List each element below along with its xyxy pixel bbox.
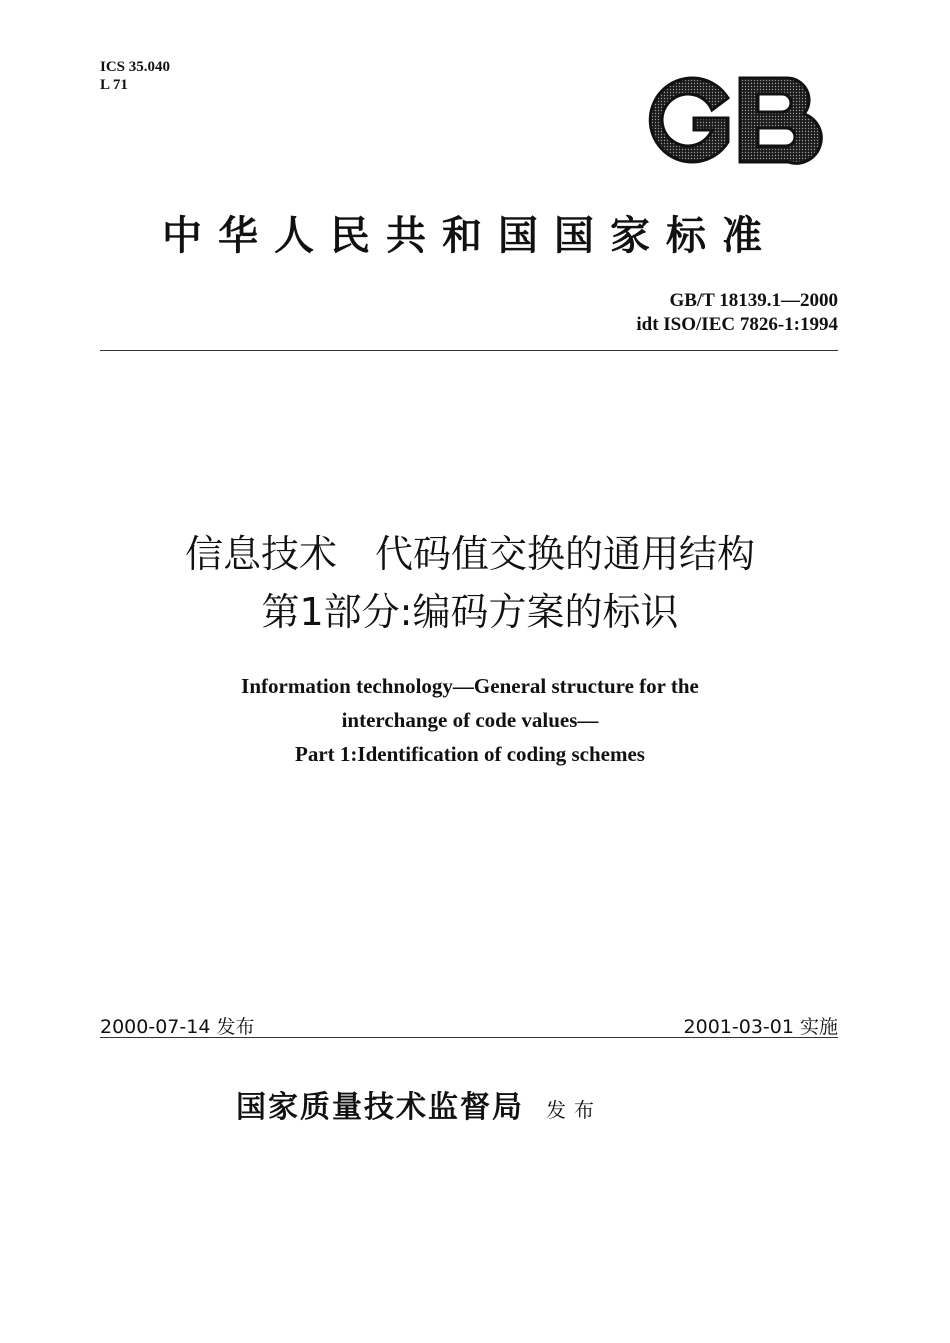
issue-date: 2000-07-14 发布 [100,1016,255,1038]
english-title-line-2: interchange of code values— [341,708,599,732]
standard-number: GB/T 18139.1—2000 [669,290,838,311]
gb-standard-logo-icon [636,70,826,170]
gb-logo-svg [636,70,826,170]
chinese-title-line-1: 信息技术 代码值交换的通用结构 [184,532,755,576]
national-standard-title: 中华人民共和国国家标准 [162,213,778,259]
publisher [236,1082,602,1126]
english-title-line-1: Information technology—General structure for the [241,674,699,698]
classification-codes [100,58,170,94]
implementation-date: 2001-03-01 实施 [683,1016,838,1038]
ics-code: ICS 35.040 [100,59,171,75]
iso-equivalence: idt ISO/IEC 7826-1:1994 [636,314,838,335]
header-divider [100,350,838,351]
footer-divider [100,1037,838,1038]
publisher-action: 发布 [546,1098,602,1122]
publisher-name: 国家质量技术监督局 [236,1090,524,1125]
english-title-line-3: Part 1:Identification of coding schemes [295,742,645,766]
standard-codes [636,289,838,337]
chinese-title-line-2: 第1部分:编码方案的标识 [261,590,679,634]
ccs-code: L 71 [100,77,128,93]
